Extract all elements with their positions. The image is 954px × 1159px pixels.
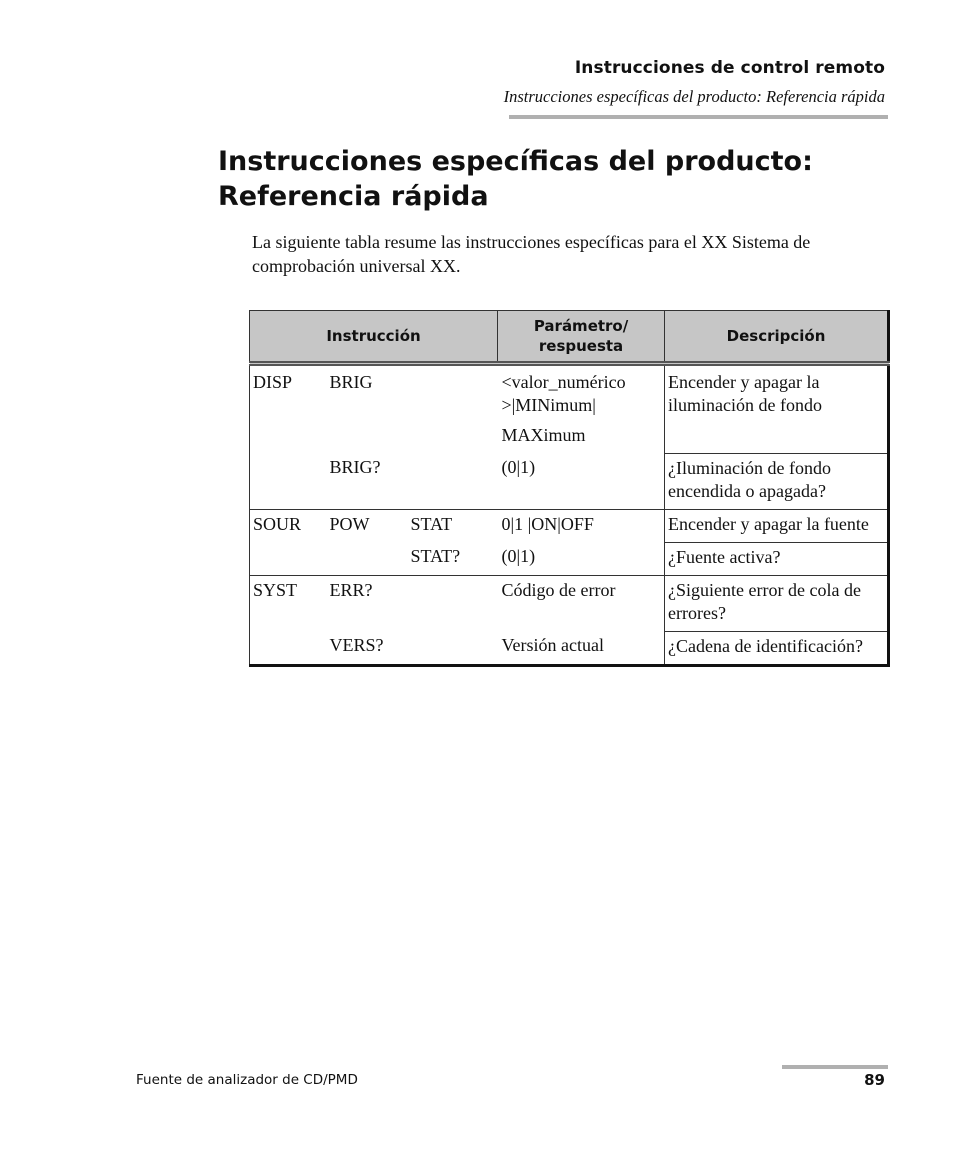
table-row: [250, 542, 889, 575]
cell-parameter-text: <valor_numérico >|MINimum|: [501, 372, 626, 415]
cell-subcommand: BRIG: [329, 372, 373, 392]
footer-doc-title: Fuente de analizador de CD/PMD: [136, 1072, 358, 1088]
cell-command: [250, 453, 327, 509]
cell-subcommand-2: [408, 575, 498, 631]
cell-command: DISP: [250, 364, 327, 454]
cell-parameter-extra: MAXimum: [501, 425, 586, 445]
cell-parameter: 0|1 |ON|OFF: [498, 509, 665, 542]
cell-subcommand-2: [408, 631, 498, 665]
table-row: [250, 509, 889, 542]
cell-parameter: [498, 364, 665, 454]
cell-description: ¿Fuente activa?: [665, 542, 889, 575]
running-header-subtitle: Instrucciones específicas del producto: Referencia rápida: [503, 87, 885, 106]
command-reference-table: [249, 310, 890, 667]
cell-subcommand: POW: [327, 509, 408, 542]
cell-description: ¿Siguiente error de cola de errores?: [665, 575, 889, 631]
cell-command: SYST: [250, 575, 327, 631]
header-parameter-line-1: Parámetro/: [533, 317, 629, 335]
footer-rule: [782, 1065, 888, 1069]
cell-parameter: Versión actual: [498, 631, 665, 665]
table-row: [250, 364, 889, 454]
page-number: 89: [864, 1071, 885, 1089]
header-instruction: Instrucción: [250, 311, 498, 364]
cell-description: Encender y apagar la fuente: [665, 509, 889, 542]
cell-subcommand-2: [408, 364, 498, 454]
cell-description: Encender y apagar la iluminación de fondo: [665, 364, 889, 454]
cell-subcommand: [327, 542, 408, 575]
header-parameter: [498, 311, 665, 364]
page-title-line-2: Referencia rápida: [218, 181, 489, 212]
table-row: [250, 631, 889, 665]
header-description: Descripción: [665, 311, 889, 364]
cell-parameter: (0|1): [498, 542, 665, 575]
table-row: [250, 453, 889, 509]
cell-description: ¿Cadena de identificación?: [665, 631, 889, 665]
table-row: [250, 575, 889, 631]
page-title-line-1: Instrucciones específicas del producto:: [218, 146, 813, 177]
intro-paragraph: La siguiente tabla resume las instrucciones específicas para el XX Sistema de comprobación universal XX.: [252, 232, 811, 276]
cell-description: ¿Iluminación de fondo encendida o apagada?: [665, 453, 889, 509]
header-parameter-line-2: respuesta: [538, 337, 624, 355]
page-title: [218, 144, 898, 214]
cell-subcommand-2: STAT?: [410, 546, 461, 566]
cell-command: SOUR: [250, 509, 327, 542]
cell-subcommand: VERS?: [327, 631, 408, 665]
cell-subcommand: ERR?: [327, 575, 408, 631]
table-header-row: [250, 311, 889, 364]
cell-command: [250, 631, 327, 665]
cell-subcommand-2: [408, 453, 498, 509]
cell-subcommand-2: STAT: [408, 509, 498, 542]
running-header-title: Instrucciones de control remoto: [574, 58, 885, 78]
cell-subcommand: BRIG?: [329, 457, 381, 477]
cell-parameter: Código de error: [498, 575, 665, 631]
header-rule: [509, 115, 888, 119]
cell-parameter: (0|1): [498, 453, 665, 509]
cell-command: [250, 542, 327, 575]
